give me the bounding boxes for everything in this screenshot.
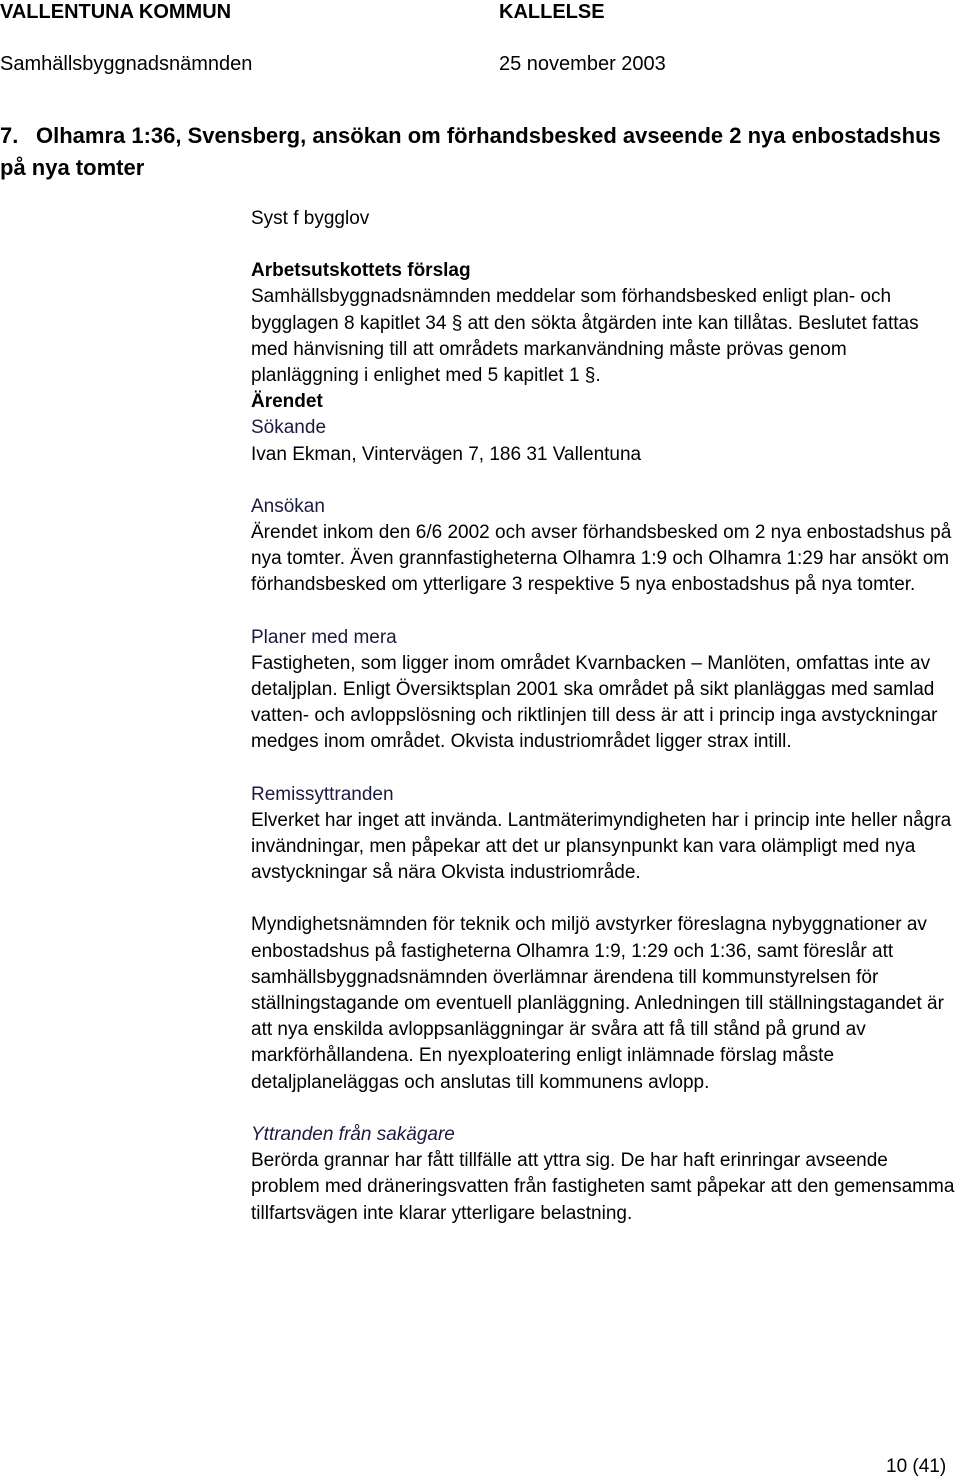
document-type: KALLELSE <box>499 1 605 23</box>
owners-text: Berörda grannar har fått tillfälle att yttra sig. De har haft erinringar avseende problem med dräneringsvatten från fastigheten samt påpekar att den gemensamma tillfartsvägen inte klarar ytterligare belastning. <box>251 1150 955 1224</box>
applicant-label: Sökande <box>251 417 327 439</box>
proposal-text <box>251 284 959 389</box>
page-number: 10 (41) <box>886 1456 947 1477</box>
section-sign: § <box>451 312 463 334</box>
item-title <box>0 120 950 184</box>
proposal-text-part-1: Samhällsbyggnadsnämnden meddelar som förhandsbesked enligt plan- och bygglagen 8 kapitlet 34 <box>251 286 892 334</box>
proposal-text-part-2: att den sökta åtgärden inte kan tillåtas. Beslutet fattas med hänvisning till att områdets markanvändning måste prövas genom planläggning i enlighet med 5 kapitlet 1 <box>251 312 919 387</box>
application-text: Ärendet inkom den 6/6 2002 och avser förhandsbesked om 2 nya enbostadshus på nya tomter. Även grannfastigheterna Olhamra 1:9 och Olhamra 1:29 har ansökt om förhandsbesked om ytterligare 3 respektive 5 nya enbostadshus på nya tomter. <box>251 522 952 596</box>
organization-name: VALLENTUNA KOMMUN <box>0 1 232 23</box>
item-number: 7. <box>0 123 19 148</box>
document-date: 25 november 2003 <box>499 53 666 75</box>
item-title-text: Olhamra 1:36, Svensberg, ansökan om förhandsbesked avseende 2 nya enbostadshus på nya tomter <box>0 123 941 180</box>
case-handler: Syst f bygglov <box>251 208 370 229</box>
authority-statement: Myndighetsnämnden för teknik och miljö avstyrker föreslagna nybyggnationer av enbostadshus på fastigheterna Olhamra 1:9, 1:29 och 1:36, samt föreslår att samhällsbyggnadsnämnden överlämnar ärendena till kommunstyrelsen för ställningstagande om eventuell planläggning. Anledningen till ställningstagandet är att nya enskilda avloppsanläggningar är svåra att få till stånd på grund av markförhållandena. En nyexploatering enligt inlämnade förslag måste detaljplaneläggas och anslutas till kommunens avlopp. <box>251 914 944 1093</box>
proposal-heading: Arbetsutskottets förslag <box>251 260 471 282</box>
plans-label: Planer med mera <box>251 626 397 648</box>
referrals-label: Remissyttranden <box>251 783 394 805</box>
arendet-heading: Ärendet <box>251 391 323 413</box>
proposal-text-end: . <box>595 365 601 387</box>
document-body <box>251 206 959 1227</box>
owners-label: Yttranden från sakägare <box>251 1123 455 1145</box>
referrals-text: Elverket har inget att invända. Lantmäterimyndigheten har i princip inte heller några invändningar, men påpekar att det ur plansynpunkt kan vara olämpligt med nya avstyckningar så nära Okvista industriområde. <box>251 809 952 884</box>
committee-name: Samhällsbyggnadsnämnden <box>0 53 253 75</box>
applicant-text: Ivan Ekman, Vintervägen 7, 186 31 Vallentuna <box>251 443 642 465</box>
application-label: Ansökan <box>251 495 325 517</box>
plans-text: Fastigheten, som ligger inom området Kvarnbacken – Manlöten, omfattas inte av detaljplan. Enligt Översiktsplan 2001 ska området på sikt planläggas med samlad vatten- och avloppslösning och riktlinjen till dess är att i princip inga avstyckningar medges inom området. Okvista industriområdet ligger strax intill. <box>251 652 938 753</box>
section-sign: § <box>584 365 596 387</box>
